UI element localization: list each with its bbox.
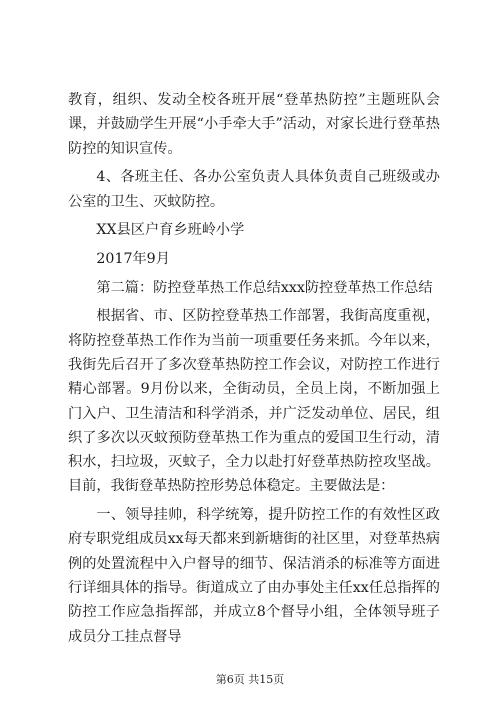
page-footer: 第6页 共15页 <box>215 673 285 686</box>
section-heading: 第二篇：防控登革热工作总结xxx防控登革热工作总结 <box>96 279 433 296</box>
paragraph-point-1: 一、领导挂帅，科学统筹，提升防控工作的有效性区政府专职党组成员xx每天都来到新塘街的社区里，对登革热病例的处置流程中入户督导的细节、保洁消杀的标准等方面进行详细具体的指导。街道成立了由办事处主任xx任总指挥的防控工作应急指挥部，并成立8个督导小组，全体领导班子成员分工挂点督导 <box>68 507 440 645</box>
document-body <box>68 88 440 653</box>
paragraph-intro: 根据省、市、区防控登革热工作部署，我街高度重视，将防控登革热工作作为当前一项重要任务来抓。今年以来，我街先后召开了多次登革热防控工作会议，对防控工作进行精心部署。9月份以来，全街动员，全员上岗，不断加强上门入户、卫生清洁和科学消杀，并广泛发动单位、居民，组织了多次以灭蚊预防登革热工作为重点的爱国卫生行动，清积水，扫垃圾，灭蚊子，全力以赴打好登革热防控攻坚战。目前，我街登革热防控形势总体稳定。主要做法是： <box>68 308 440 495</box>
signature-school: XX县区户育乡班岭小学 <box>96 222 245 239</box>
paragraph-item-4: 4、各班主任、各办公室负责人具体负责自己班级或办公室的卫生、灭蚊防控。 <box>68 169 440 210</box>
paragraph-continuation: 教育，组织、发动全校各班开展“登革热防控”主题班队会课，并鼓励学生开展“小手牵大手”活动，对家长进行登革热防控的知识宣传。 <box>68 92 440 157</box>
signature-date: 2017年9月 <box>96 250 170 267</box>
